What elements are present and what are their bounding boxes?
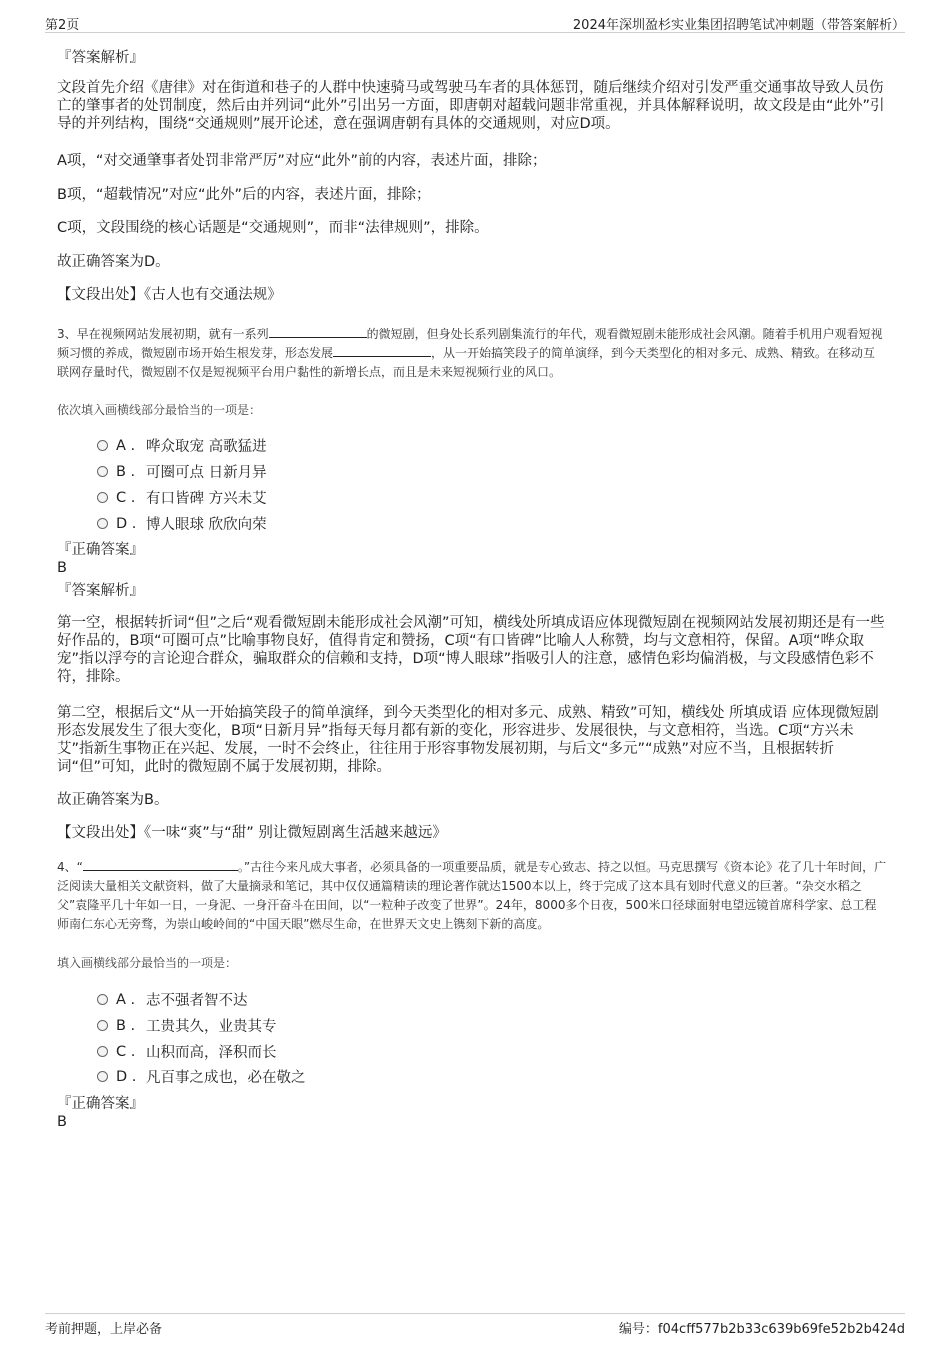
q3-stem-part3: ，从一开始搞笑段子的简单演绎，到今天类型化的相对多元、成熟、精致。在移动互联网存量时代，微短剧不仅是短视频平台用户黏性的新增长点，而且是未来短视频行业的风口。 [57,346,876,379]
radio-icon[interactable] [97,492,108,503]
q3-analysis-paragraph-2: 第二空，根据后文“从一开始搞笑段子的简单演绎，到今天类型化的相对多元、成熟、精致”可知，横线处 所填成语 应体现微短剧形态发展发生了很大变化，B项“日新月异”指每天每月都有新的变化，形容进步、发展很快，与文意相符，当选。C项“方兴未艾”指新生事物正在兴起、发展，一时不会终止，往往用于形容事物发展初期，与后文“多元”“成熟”对应不当，且根据转折词“但”可知，此时的微短剧不属于发展初期，排除。 [57,705,879,775]
q3-conclusion: 故正确答案为B。 [57,792,169,808]
q3-option-c[interactable] [97,487,267,508]
q2-analysis-paragraph: 文段首先介绍《唐律》对在街道和巷子的人群中快速骑马或驾驶马车者的具体惩罚，随后继续介绍对引发严重交通事故导致人员伤亡的肇事者的处罚制度，然后由并列词“此外”引出另一方面，即唐朝对超载问题非常重视，并具体解释说明，故文段是由“此外”引导的并列结构，围绕“交通规则”展开论述，意在强调唐朝有具体的交通规则，对应D项。 [57,80,885,132]
radio-icon[interactable] [97,1071,108,1082]
q2-analysis-title: 『答案解析』 [57,50,144,66]
q4-stem [57,858,887,934]
q3-stem-part2: 的微短剧，但身处长系列剧集流行的年代，观看微短剧未能形成社会风潮。随着手机用户观看短视频习惯的养成，微短剧市场开始生根发芽，形态发展 [57,327,883,360]
q3-answer: B [57,560,67,576]
q3-option-b[interactable] [97,461,267,482]
q2-analysis-c: C项，文段围绕的核心话题是“交通规则”，而非“法律规则”，排除。 [57,220,489,236]
radio-icon[interactable] [97,518,108,529]
page-footer [45,1313,905,1337]
q3-instruction: 依次填入画横线部分最恰当的一项是： [57,403,262,417]
q3-stem-part1: 3、早在视频网站发展初期，就有一系列 [57,327,269,341]
q3-analysis-title: 『答案解析』 [57,583,144,599]
radio-icon[interactable] [97,994,108,1005]
q4-blank [83,858,238,871]
option-text: 山积而高，泽积而长 [146,1045,277,1061]
option-text: 凡百事之成也，必在敬之 [146,1070,306,1086]
document-code: 编号：f04cff577b2b33c639b69fe52b2b424d [618,1322,905,1337]
radio-icon[interactable] [97,440,108,451]
q3-option-a[interactable] [97,435,267,456]
option-letter: B . [116,1017,136,1034]
q4-stem-part1: 4、“ [57,860,83,874]
q2-conclusion: 故正确答案为D。 [57,254,170,270]
q2-analysis-b: B项，“超载情况”对应“此外”后的内容，表述片面，排除； [57,187,431,203]
radio-icon[interactable] [97,1020,108,1031]
q4-answer: B [57,1114,67,1130]
q4-option-c[interactable] [97,1041,277,1062]
option-text: 志不强者智不达 [146,993,248,1009]
option-letter: D . [116,1068,137,1085]
page-header [45,12,905,33]
q2-source: 【文段出处】《古人也有交通法规》 [57,287,282,303]
q4-option-a[interactable] [97,989,248,1010]
q3-source: 【文段出处】《一味“爽”与“甜” 别让微短剧离生活越来越远》 [57,825,447,841]
footer-slogan: 考前押题，上岸必备 [45,1322,163,1337]
option-letter: C . [116,489,136,506]
q4-answer-title: 『正确答案』 [57,1096,144,1112]
q3-blank-1 [269,325,367,338]
q4-instruction: 填入画横线部分最恰当的一项是： [57,956,238,970]
q3-answer-title: 『正确答案』 [57,542,144,558]
page-number: 第2页 [45,18,80,33]
option-letter: B . [116,463,136,480]
option-letter: D . [116,515,137,532]
q3-option-d[interactable] [97,513,267,534]
option-text: 工贵其久，业贵其专 [146,1019,277,1035]
option-text: 可圈可点 日新月异 [146,465,267,481]
q3-stem [57,325,887,382]
option-text: 有口皆碑 方兴未艾 [146,491,267,507]
q3-analysis-paragraph-1: 第一空，根据转折词“但”之后“观看微短剧未能形成社会风潮”可知，横线处所填成语应体现微短剧在视频网站发展初期还是有一些好作品的，B项“可圈可点”比喻事物良好，值得肯定和赞扬，C项“有口皆碑”比喻人人称赞，均与文意相符，保留。A项“哗众取宠”指以浮夸的言论迎合群众，骗取群众的信赖和支持，D项“博人眼球”指吸引人的注意，感情色彩均偏消极，与文段感情色彩不符，排除。 [57,615,885,685]
radio-icon[interactable] [97,466,108,477]
q4-stem-part2: 。”古往今来凡成大事者，必须具备的一项重要品质，就是专心致志、持之以恒。马克思撰写《资本论》花了几十年时间，广泛阅读大量相关文献资料，做了大量摘录和笔记，其中仅仅通篇精读的理论著作就达1500本以上，终于完成了这本具有划时代意义的巨著。“杂交水稻之父”袁隆平几十年如一日，一身泥、一身汗奋斗在田间，以“一粒种子改变了世界”。24年，8000多个日夜，500米口径球面射电望远镜首席科学家、总工程师南仁东心无旁骛，为崇山峻岭间的“中国天眼”燃尽生命，在世界天文史上镌刻下新的高度。 [57,860,887,931]
option-letter: C . [116,1043,136,1060]
option-text: 博人眼球 欣欣向荣 [146,517,267,533]
q4-option-b[interactable] [97,1015,277,1036]
q3-blank-2 [333,344,431,357]
option-letter: A . [116,991,136,1008]
document-title: 2024年深圳盈杉实业集团招聘笔试冲刺题（带答案解析） [572,18,905,33]
option-letter: A . [116,437,136,454]
option-text: 哗众取宠 高歌猛进 [146,439,267,455]
q4-option-d[interactable] [97,1066,306,1087]
radio-icon[interactable] [97,1046,108,1057]
q2-analysis-a: A项，“对交通肇事者处罚非常严厉”对应“此外”前的内容，表述片面，排除； [57,153,547,169]
